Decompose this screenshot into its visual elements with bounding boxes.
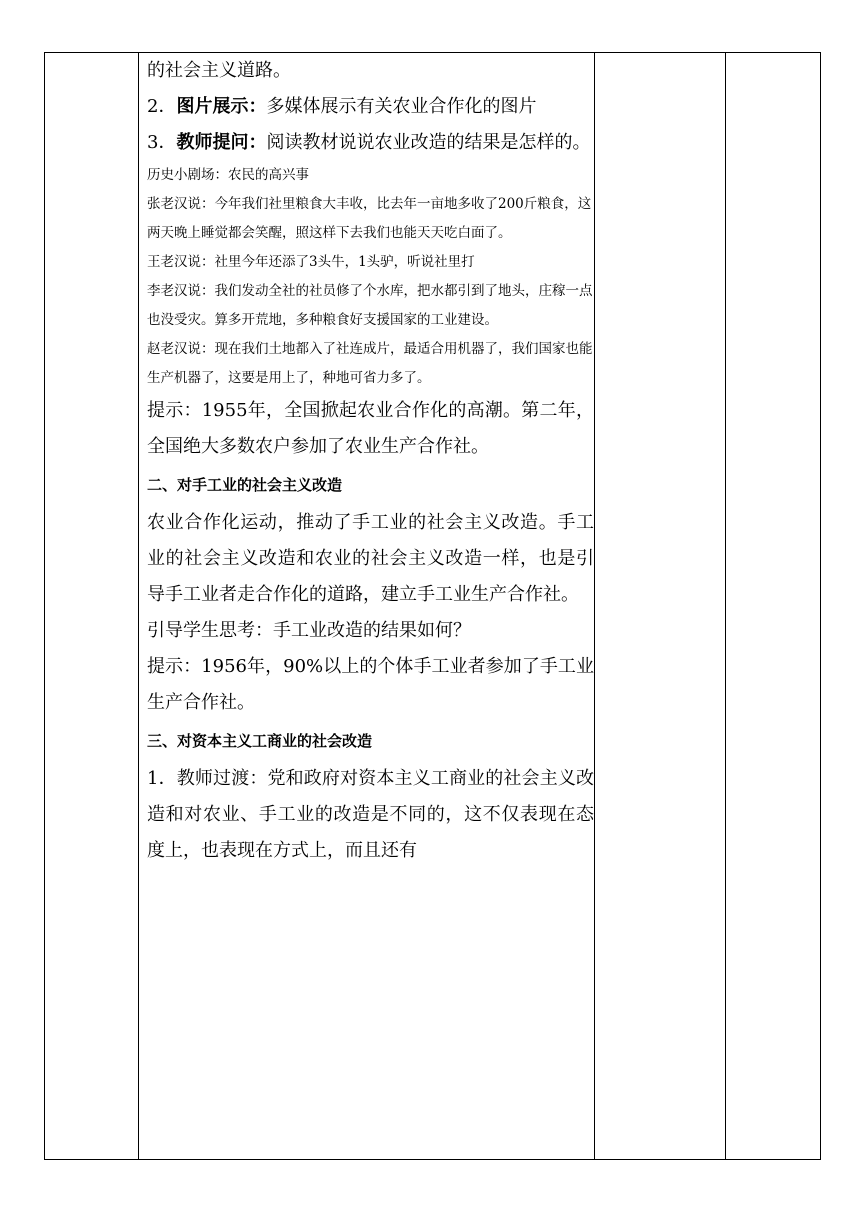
paragraph-hint-1955: 提示：1955年，全国掀起农业合作化的高潮。第二年，全国绝大多数农户参加了农业生产合作社。 xyxy=(147,400,594,457)
lesson-plan-table xyxy=(44,52,821,1160)
dialogue-li: 李老汉说：我们发动全社的社员修了个水库，把水都引到了地头，庄稼一点也没受灾。算多开荒地，多种粮食好支援国家的工业建设。 xyxy=(147,283,593,328)
item-heading: 图片展示： xyxy=(176,96,267,117)
paragraph-handicraft: 农业合作化运动，推动了手工业的社会主义改造。手工业的社会主义改造和农业的社会主义改造一样，也是引导手工业者走合作化的道路，建立手工业生产合作社。 xyxy=(147,512,594,605)
item-heading: 教师提问： xyxy=(176,132,267,153)
paragraph-guide-question: 引导学生思考：手工业改造的结果如何？ xyxy=(147,620,471,641)
dialogue-wang: 王老汉说：社里今年还添了3头牛，1头驴，听说社里打 xyxy=(147,254,475,270)
left-column-cell xyxy=(45,53,139,1160)
item-text: 阅读教材说说农业改造的结果是怎样的。 xyxy=(266,132,591,153)
dialogue-zhao: 赵老汉说：现在我们土地都入了社连成片，最适合用机器了，我们国家也能生产机器了，这要是用上了，种地可省力多了。 xyxy=(147,341,593,386)
paragraph-teacher-question xyxy=(147,125,594,161)
paragraph-hint-1956: 提示：1956年，90%以上的个体手工业者参加了手工业生产合作社。 xyxy=(147,656,594,713)
teaching-process-cell xyxy=(139,53,595,1160)
student-activity-cell xyxy=(595,53,726,1160)
table-row xyxy=(45,53,821,1160)
item-number: 2． xyxy=(147,96,177,117)
paragraph-teacher-transition: 1．教师过渡：党和政府对资本主义工商业的社会主义改造和对农业、手工业的改造是不同的，这不仅表现在态度上，也表现在方式上，而且还有 xyxy=(147,768,594,861)
mini-theater-title: 历史小剧场：农民的高兴事 xyxy=(147,167,309,183)
section-heading-capitalist: 三、对资本主义工商业的社会改造 xyxy=(147,732,373,750)
notes-cell xyxy=(726,53,821,1160)
section-heading-handicraft: 二、对手工业的社会主义改造 xyxy=(147,476,343,494)
paragraph-picture-display xyxy=(147,89,594,125)
paragraph-road: 的社会主义道路。 xyxy=(147,60,291,81)
teaching-process-content xyxy=(139,53,594,869)
dialogue-zhang: 张老汉说：今年我们社里粮食大丰收，比去年一亩地多收了200斤粮食，这两天晚上睡觉都会笑醒，照这样下去我们也能天天吃白面了。 xyxy=(147,196,592,241)
item-number: 3． xyxy=(147,132,177,153)
item-text: 多媒体展示有关农业合作化的图片 xyxy=(266,96,537,117)
